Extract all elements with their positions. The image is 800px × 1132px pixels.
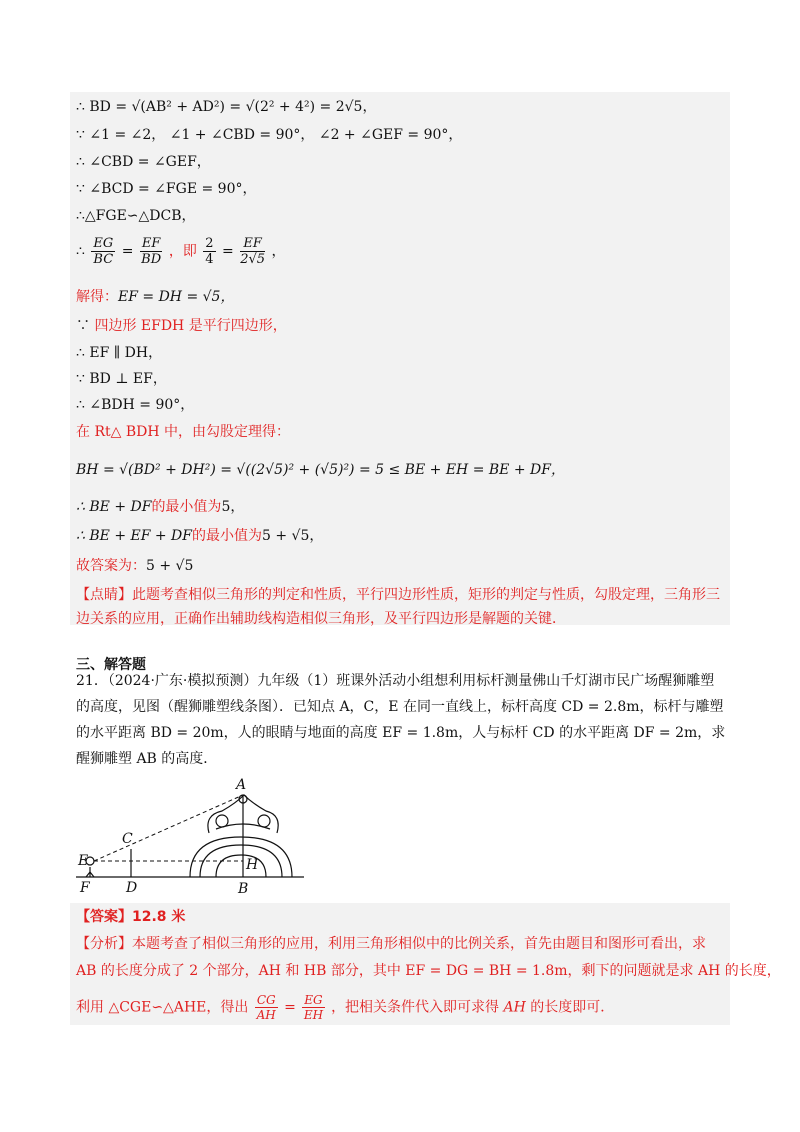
solution-line-3: ∴ ∠CBD = ∠GEF， — [76, 154, 211, 170]
solution-line-12: 在 Rt△ BDH 中，由勾股定理得： — [76, 424, 291, 440]
solution-line-8: ∵ 四边形 EFDH 是平行四边形， — [76, 318, 287, 334]
lion-eye-left — [216, 815, 228, 827]
outer-arch — [190, 837, 292, 877]
solution-line-13: BH = √(BD² + DH²) = √((2√5)² + (√5)²) = 5 ≤ BE + EH = BE + DF， — [76, 462, 565, 478]
label-f: F — [80, 880, 90, 895]
label-h: H — [246, 857, 259, 873]
solution-line-7: 解得：EF = DH = √5， — [76, 289, 235, 305]
solution-line-16: 故答案为：5 + √5 — [76, 558, 194, 574]
solution-line-11: ∴ ∠BDH = 90°， — [76, 397, 195, 413]
label-c: C — [122, 831, 133, 847]
fraction: $\frac{EF}{2√5}$ — [240, 236, 266, 267]
analysis-line-2: AB 的长度分成了 2 个部分，AH 和 HB 部分，其中 EF = DG = BH = 1.8m，剩下的问题就是求 AH 的长度， — [76, 963, 781, 979]
label-d: D — [126, 880, 138, 895]
label-e: E — [78, 853, 89, 869]
analysis-line-3: 利用 △CGE∽△AHE，得出 $\frac{CG}{AH}$ = $\frac{EG}{EH}$ ，把相关条件代入即可求得 AH 的长度即可． — [76, 993, 615, 1022]
solution-line-6: ∴ $\frac{EG}{BC}$ = $\frac{EF}{BD}$ ，即 $\frac{2}{4}$ = $\frac{EF}{2√5}$ ， — [76, 236, 286, 267]
lion-sculpture-figure — [76, 773, 308, 895]
solution-line-4: ∵ ∠BCD = ∠FGE = 90°， — [76, 181, 257, 197]
label-a: A — [236, 777, 247, 793]
fraction: $\frac{CG}{AH}$ — [256, 993, 276, 1022]
label-b: B — [238, 881, 249, 895]
solution-line-10: ∵ BD ⊥ EF， — [76, 371, 167, 387]
solution-line-2: ∵ ∠1 = ∠2， ∠1 + ∠CBD = 90°， ∠2 + ∠GEF = 90°， — [76, 127, 463, 143]
analysis-line-1: 【分析】本题考查了相似三角形的应用，利用三角形相似中的比例关系，首先由题目和图形可看出，求 — [76, 936, 706, 952]
section-title: 三、解答题 — [76, 657, 146, 673]
solution-line-5: ∴△FGE∽△DCB， — [76, 208, 196, 224]
question-text: 21．（2024·广东·模拟预测）九年级（1）班课外活动小组想利用标杆测量佛山千灯湖市民广场醒狮雕塑的高度，见图（醒狮雕塑线条图）．已知点 A，C，E 在同一直线上，标杆高度 CD = 2.8m，标杆与雕塑的水平距离 BD = 20m，人的眼睛与地面的高度 EF = 1.8m，人与标杆 CD 的水平距离 DF = 2m，求醒狮雕塑 AB 的高度． — [76, 673, 726, 767]
fraction: $\frac{EF}{BD}$ — [141, 236, 162, 267]
solution-line-14: ∴ BE + DF的最小值为5， — [76, 499, 245, 515]
fraction: $\frac{2}{4}$ — [205, 236, 214, 267]
lion-eye-right — [258, 815, 270, 827]
answer-label: 【答案】12.8 米 — [76, 909, 186, 925]
solution-line-1: ∴ BD = √(AB² + AD²) = √(2² + 4²) = 2√5， — [76, 99, 377, 115]
solution-line-15: ∴ BE + EF + DF的最小值为5 + √5， — [76, 528, 324, 544]
fraction: $\frac{EG}{BC}$ — [93, 236, 114, 267]
dianjing-note: 【点睛】此题考查相似三角形的判定和性质，平行四边形性质，矩形的判定与性质，勾股定理，三角形三边关系的应用，正确作出辅助线构造相似三角形，及平行四边形是解题的关键． — [76, 587, 720, 627]
base-arch — [216, 855, 266, 877]
fraction: $\frac{EG}{EH}$ — [303, 993, 324, 1022]
solution-line-9: ∴ EF ∥ DH， — [76, 345, 163, 361]
